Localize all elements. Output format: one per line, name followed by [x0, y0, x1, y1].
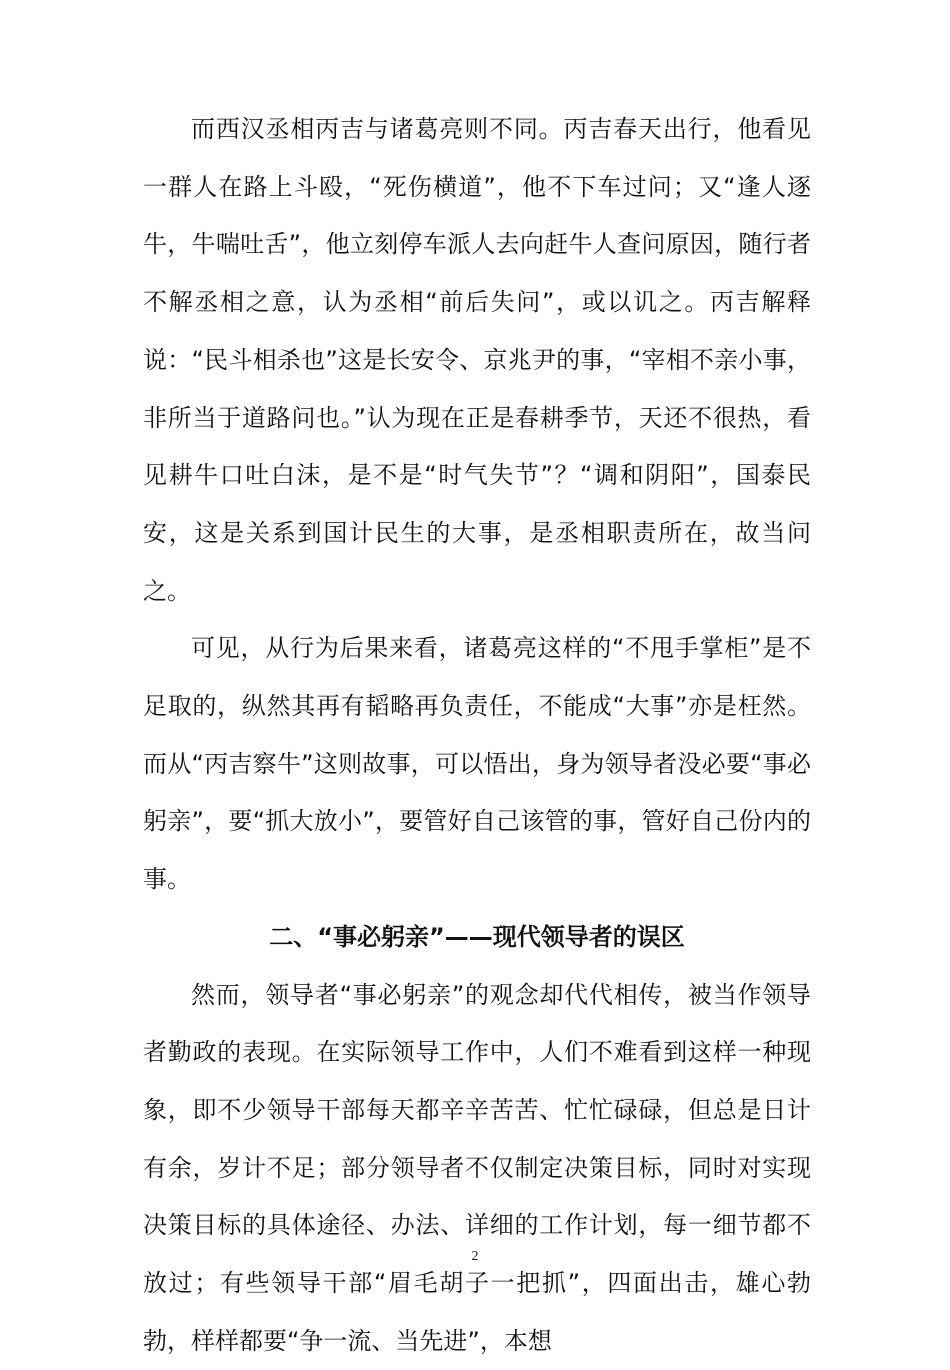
page-number: 2	[471, 1249, 479, 1264]
document-body	[143, 101, 811, 1370]
paragraph-conclusion: 可见，从行为后果来看，诸葛亮这样的“不甩手掌柜”是不足取的，纵然其再有韬略再负责任，不能成“大事”亦是枉然。而从“丙吉察牛”这则故事，可以悟出，身为领导者没必要“事必躬亲”，要“抓大放小”，要管好自己该管的事，管好自己份内的事。	[143, 634, 811, 894]
paragraph-bingji-story: 而西汉丞相丙吉与诸葛亮则不同。丙吉春天出行，他看见一群人在路上斗殴，“死伤横道”，他不下车过问；又“逢人逐牛，牛喘吐舌”，他立刻停车派人去向赶牛人查问原因，随行者不解丞相之意，认为丞相“前后失问”，或以讥之。丙吉解释说：“民斗相杀也”这是长安令、京兆尹的事，“宰相不亲小事，非所当于道路问也。”认为现在正是春耕季节，天还不很热，看见耕牛口吐白沫，是不是“时气失节”？“调和阴阳”，国泰民安，这是关系到国计民生的大事，是丞相职责所在，故当问之。	[143, 115, 811, 605]
paragraph-misconception: 然而，领导者“事必躬亲”的观念却代代相传，被当作领导者勤政的表现。在实际领导工作中，人们不难看到这样一种现象，即不少领导干部每天都辛辛苦苦、忙忙碌碌，但总是日计有余，岁计不足；部分领导者不仅制定决策目标，同时对实现决策目标的具体途径、办法、详细的工作计划，每一细节都不放过；有些领导干部“眉毛胡子一把抓”，四面出击，雄心勃勃，样样都要“争一流、当先进”，本想	[143, 980, 811, 1355]
section-heading: 二、“事必躬亲”——现代领导者的误区	[269, 922, 685, 951]
